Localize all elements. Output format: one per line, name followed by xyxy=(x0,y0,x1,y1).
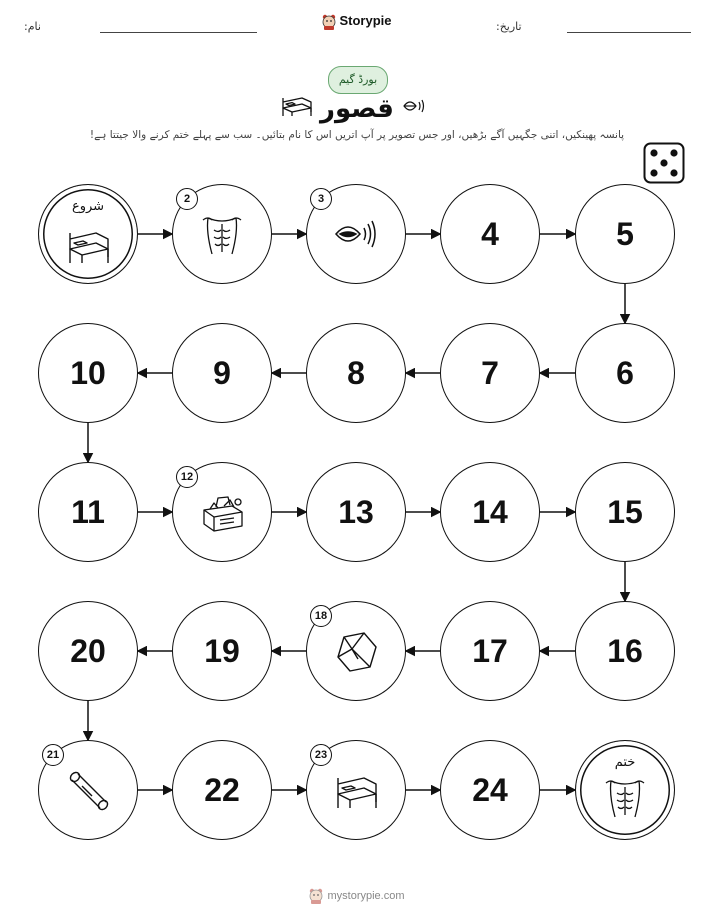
mouth-speaking-icon xyxy=(334,212,380,258)
abs-icon xyxy=(603,775,649,821)
space-number: 4 xyxy=(481,215,499,252)
footer-url[interactable]: mystorypie.com xyxy=(327,889,405,902)
board-space-12[interactable] xyxy=(172,462,272,562)
space-number: 11 xyxy=(71,493,105,530)
board-space-23[interactable] xyxy=(306,740,406,840)
board-space-7[interactable] xyxy=(440,323,540,423)
name-label: نام: xyxy=(24,20,41,33)
end-label: ختم xyxy=(614,755,636,770)
space-number: 20 xyxy=(70,632,106,669)
instructions: پانسہ پھینکیں، اتنی جگہیں آگے بڑھیں، اور جس تصویر پر آپ اتریں اس کا نام بتائیں۔ سب سے پہلے ختم کرنے والا جیتتا ہے! xyxy=(89,129,625,141)
board-space-17[interactable] xyxy=(440,601,540,701)
space-number: 15 xyxy=(607,493,643,530)
storypie-logo-icon xyxy=(309,888,323,904)
space-number: 10 xyxy=(70,354,106,391)
abs-icon xyxy=(200,212,246,258)
space-number-tag: 18 xyxy=(310,605,332,627)
space-number-tag: 3 xyxy=(310,188,332,210)
board-space-8[interactable] xyxy=(306,323,406,423)
log-icon xyxy=(66,768,112,814)
space-number: 17 xyxy=(472,632,508,669)
toolbox-icon xyxy=(200,490,246,536)
space-number-tag: 21 xyxy=(42,744,64,766)
bed-icon xyxy=(334,768,380,814)
game-type-badge: بورڈ گیم xyxy=(328,66,388,94)
board-space-3[interactable] xyxy=(306,184,406,284)
space-number: 19 xyxy=(204,632,240,669)
board-space-14[interactable] xyxy=(440,462,540,562)
space-number: 8 xyxy=(347,354,365,391)
board-space-18[interactable] xyxy=(306,601,406,701)
space-number: 6 xyxy=(616,354,634,391)
board-space-24[interactable] xyxy=(440,740,540,840)
space-number: 9 xyxy=(213,354,231,391)
footer xyxy=(0,888,714,904)
board-space-5[interactable] xyxy=(575,184,675,284)
board-space-1[interactable] xyxy=(38,184,138,284)
board-space-13[interactable] xyxy=(306,462,406,562)
space-number: 24 xyxy=(472,771,508,808)
space-number: 5 xyxy=(616,215,634,252)
board-space-2[interactable] xyxy=(172,184,272,284)
board-space-11[interactable] xyxy=(38,462,138,562)
brand-name: Storypie xyxy=(339,13,392,28)
board-space-6[interactable] xyxy=(575,323,675,423)
board-space-16[interactable] xyxy=(575,601,675,701)
space-number-tag: 23 xyxy=(310,744,332,766)
bed-icon xyxy=(66,223,112,269)
start-label: شروع xyxy=(71,199,105,214)
space-number: 22 xyxy=(204,771,240,808)
space-number: 16 xyxy=(607,632,643,669)
space-number: 14 xyxy=(472,493,508,530)
board-space-19[interactable] xyxy=(172,601,272,701)
board-space-4[interactable] xyxy=(440,184,540,284)
space-number: 7 xyxy=(481,354,499,391)
rock-icon xyxy=(334,629,380,675)
space-number-tag: 12 xyxy=(176,466,198,488)
board-space-25[interactable] xyxy=(575,740,675,840)
board-space-9[interactable] xyxy=(172,323,272,423)
space-number: 13 xyxy=(338,493,374,530)
board-space-20[interactable] xyxy=(38,601,138,701)
board-space-22[interactable] xyxy=(172,740,272,840)
board-space-15[interactable] xyxy=(575,462,675,562)
space-number-tag: 2 xyxy=(176,188,198,210)
board-space-10[interactable] xyxy=(38,323,138,423)
board-space-21[interactable] xyxy=(38,740,138,840)
date-label: تاریخ: xyxy=(496,20,522,33)
page-title: قصور xyxy=(320,94,394,124)
